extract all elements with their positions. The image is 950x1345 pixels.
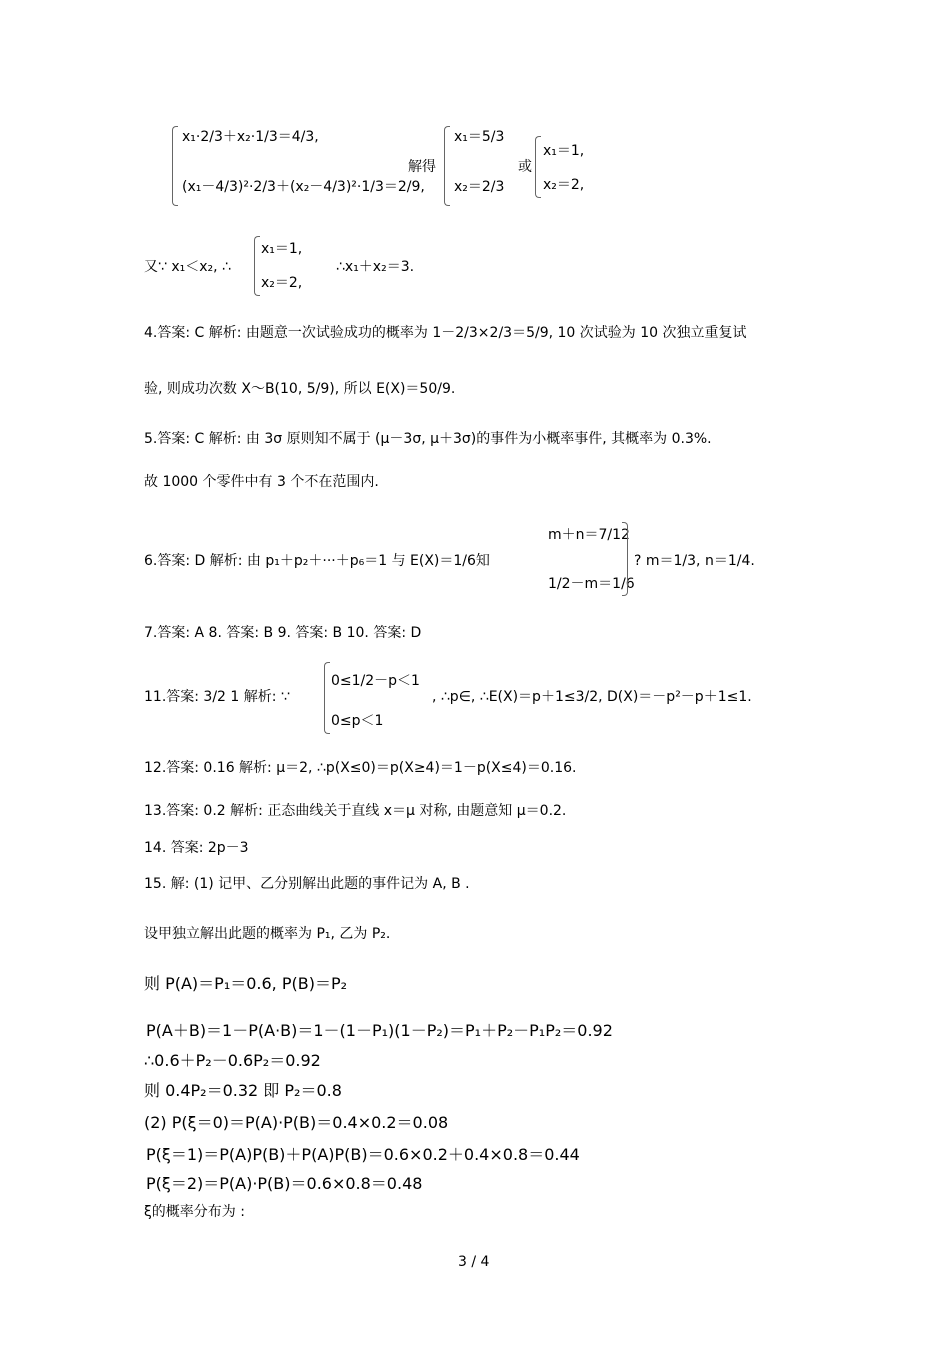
answer-15-line-2: 设甲独立解出此题的概率为 P₁, 乙为 P₂. — [144, 926, 391, 942]
left-brace — [254, 236, 260, 296]
left-brace — [535, 136, 541, 198]
or-label: 或 — [518, 159, 532, 175]
condition-line: 又∵ x₁＜x₂, ∴ — [144, 259, 231, 275]
answer-14: 14. 答案: 2p－3 — [144, 840, 249, 856]
answer-5-line-2: 故 1000 个零件中有 3 个不在范围内. — [144, 474, 379, 490]
system-eq-2: (x₁－4/3)²·2/3＋(x₂－4/3)²·1/3＝2/9, — [182, 179, 425, 195]
solve-label: 解得 — [408, 159, 436, 175]
solution-b-x2: x₂＝2, — [543, 177, 585, 193]
answer-15-line-8: P(ξ＝1)＝P(A)P(B)＋P(A)P(B)＝0.6×0.2＋0.4×0.8＝0.44 — [146, 1145, 580, 1164]
solution-a-x1: x₁＝5/3 — [454, 129, 505, 145]
left-brace — [172, 126, 178, 206]
left-brace — [444, 126, 450, 206]
answer-4-line-1: 4.答案: C 解析: 由题意一次试验成功的概率为 1－2/3×2/3＝5/9, 10 次试验为 10 次独立重复试 — [144, 325, 747, 341]
solution-x2: x₂＝2, — [261, 275, 303, 291]
answer-11-result: , ∴p∈, ∴E(X)＝p＋1≤3/2, D(X)＝－p²－p＋1≤1. — [432, 689, 752, 705]
answer-11-lead: 11.答案: 3/2 1 解析: ∵ — [144, 689, 290, 705]
answer-6-eq-1: m＋n＝7/12 — [548, 527, 630, 543]
solution-a-x2: x₂＝2/3 — [454, 179, 505, 195]
answer-4-line-2: 验, 则成功次数 X～B(10, 5/9), 所以 E(X)＝50/9. — [144, 381, 456, 397]
solution-x1: x₁＝1, — [261, 241, 303, 257]
system-eq-1: x₁·2/3＋x₂·1/3＝4/3, — [182, 129, 319, 145]
answer-15-line-7: (2) P(ξ＝0)＝P(A)·P(B)＝0.4×0.2＝0.08 — [144, 1113, 449, 1132]
answer-5-line-1: 5.答案: C 解析: 由 3σ 原则知不属于 (μ－3σ, μ＋3σ)的事件为小概率事件, 其概率为 0.3%. — [144, 431, 712, 447]
answer-6-eq-2: 1/2－m＝1/6 — [548, 576, 635, 592]
answer-15-line-6: 则 0.4P₂＝0.32 即 P₂＝0.8 — [144, 1081, 342, 1100]
left-brace — [324, 662, 330, 734]
answer-15-line-1: 15. 解: (1) 记甲、乙分别解出此题的事件记为 A, B . — [144, 876, 470, 892]
answer-12: 12.答案: 0.16 解析: μ＝2, ∴p(X≤0)＝p(X≥4)＝1－p(X≤4)＝0.16. — [144, 760, 577, 776]
answer-11-cond-2: 0≤p＜1 — [331, 713, 384, 729]
answer-15-line-5: ∴0.6＋P₂－0.6P₂＝0.92 — [144, 1051, 321, 1070]
page-number: 3 / 4 — [458, 1254, 490, 1270]
answer-6-result: ? m＝1/3, n＝1/4. — [634, 553, 755, 569]
answer-15-line-10: ξ的概率分布为 : — [144, 1204, 245, 1220]
answer-11-cond-1: 0≤1/2－p＜1 — [331, 673, 420, 689]
answer-15-line-9: P(ξ＝2)＝P(A)·P(B)＝0.6×0.8＝0.48 — [146, 1174, 423, 1193]
answer-13: 13.答案: 0.2 解析: 正态曲线关于直线 x＝μ 对称, 由题意知 μ＝0.2. — [144, 803, 567, 819]
answer-15-line-3: 则 P(A)＝P₁＝0.6, P(B)＝P₂ — [144, 974, 348, 993]
answers-7-to-10: 7.答案: A 8. 答案: B 9. 答案: B 10. 答案: D — [144, 625, 422, 641]
solution-b-x1: x₁＝1, — [543, 143, 585, 159]
answer-6-lead: 6.答案: D 解析: 由 p₁＋p₂＋···＋p₆＝1 与 E(X)＝1/6知 — [144, 553, 490, 569]
right-brace — [622, 522, 628, 596]
sum-result: ∴x₁＋x₂＝3. — [336, 259, 415, 275]
answer-15-line-4: P(A＋B)＝1－P(A·B)＝1－(1－P₁)(1－P₂)＝P₁＋P₂－P₁P₂＝0.92 — [146, 1021, 613, 1040]
